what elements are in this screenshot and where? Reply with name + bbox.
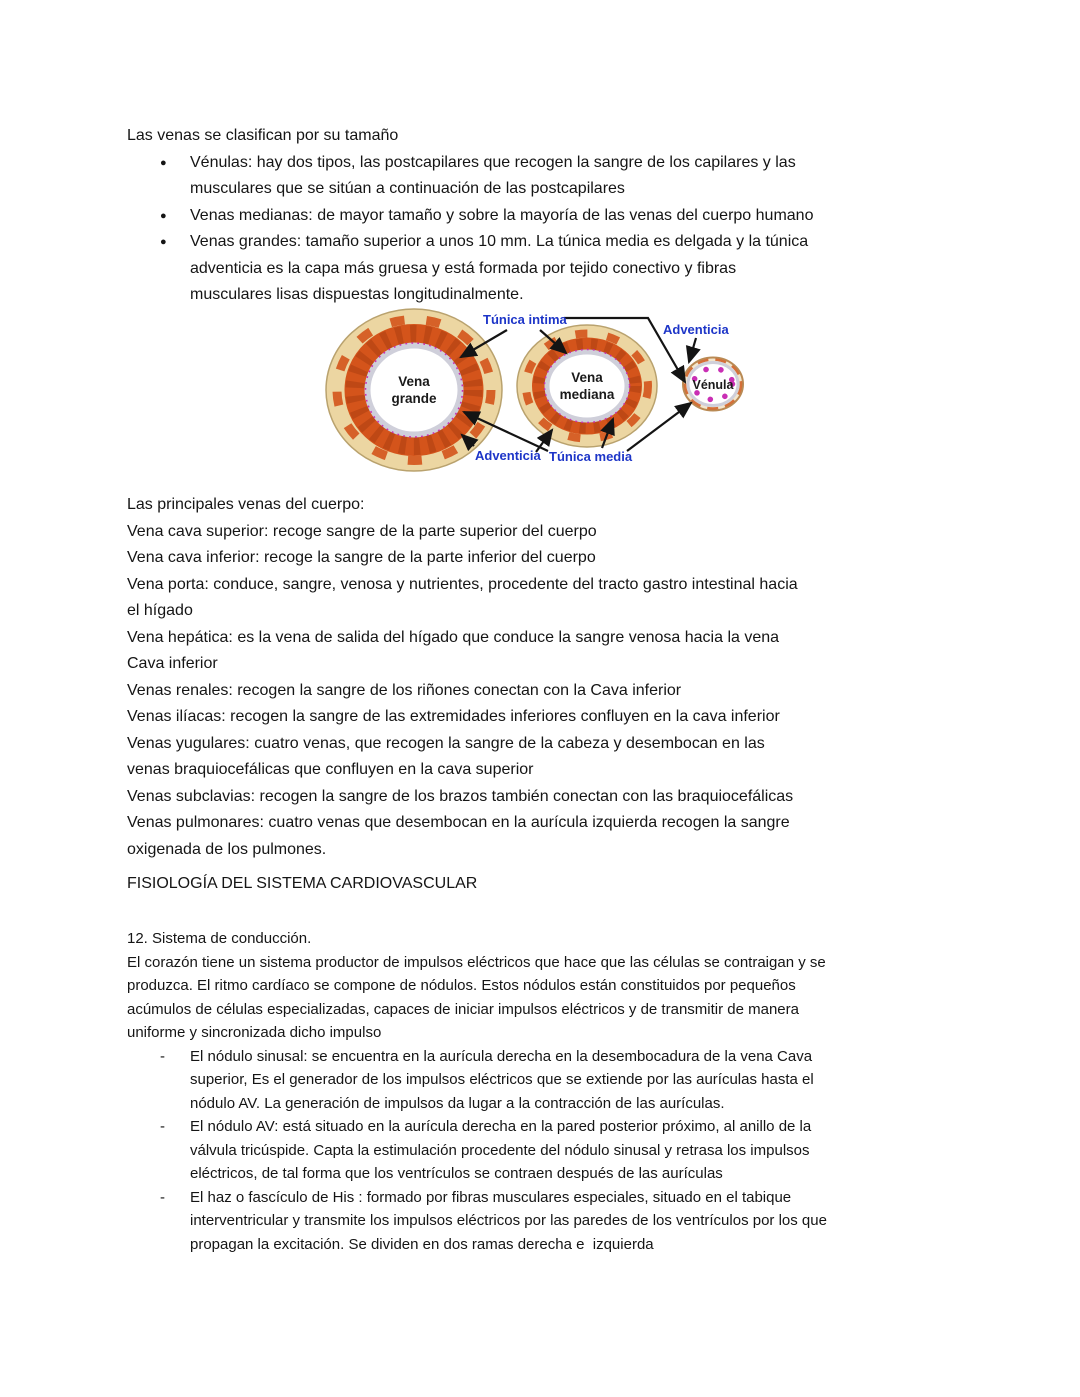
text-line: adventicia es la capa más gruesa y está formada por tejido conectivo y fibras [190, 259, 737, 277]
tunica-intima-label: Túnica intima [483, 312, 567, 327]
physiology-heading: FISIOLOGÍA DEL SISTEMA CARDIOVASCULAR [127, 875, 478, 892]
callout-line-adventicia-venula [689, 338, 696, 362]
dash-text [190, 1115, 827, 1186]
text-line: Cava inferior [127, 655, 218, 672]
text-line: Venas grandes: tamaño superior a unos 10 mm. La túnica media es delgada y la túnica [190, 233, 809, 250]
text-line: propagan la excitación. Se dividen en dos ramas derecha e izquierda [190, 1235, 654, 1253]
dash-item [127, 1186, 827, 1257]
text-line: Vena hepática: es la vena de salida del hígado que conduce la sangre venosa hacia la vena [127, 628, 780, 646]
bullet-item [127, 229, 813, 309]
bullet-icon: ● [160, 236, 167, 248]
text-line: venas braquiocefálicas que confluyen en la cava superior [127, 761, 534, 778]
dash-icon: - [160, 1118, 165, 1135]
dash-icon: - [160, 1047, 165, 1065]
vena-grande-tunica-intima [368, 346, 461, 435]
text-line: musculares lisas dispuestas longitudinalmente. [190, 286, 524, 303]
vena-grande-label: Vena [398, 374, 430, 389]
text-line: Venas renales: recogen la sangre de los riñones conectan con la Cava inferior [127, 681, 682, 699]
text-line: acúmulos de células especializadas, capaces de iniciar impulsos eléctricos y de transmitir de manera [127, 1000, 799, 1018]
text-line: el hígado [127, 602, 193, 619]
tunica-media-label: Túnica media [549, 449, 633, 464]
text-line: produzca. El ritmo cardíaco se compone de nódulos. Estos nódulos están constituidos por pequeños [127, 977, 796, 994]
text-line: Venas pulmonares: cuatro venas que desembocan en la aurícula izquierda recogen la sangre [127, 814, 790, 831]
bullet-icon: ● [160, 209, 167, 222]
text-line: Las principales venas del cuerpo: [127, 496, 365, 513]
text-line: nódulo AV. La generación de impulsos da lugar a la contracción de las aurículas. [190, 1094, 725, 1112]
bullet-item [127, 150, 813, 203]
bullet-text [190, 229, 813, 309]
conduction-title: 12. Sistema de conducción. [127, 930, 312, 947]
text-line: interventricular y transmite los impulsos eléctricos por las paredes de los ventrículos por los que [190, 1212, 827, 1229]
text-line: Vena porta: conduce, sangre, venosa y nutrientes, procedente del tracto gastro intestinal hacia [127, 575, 798, 593]
text-line: El nódulo sinusal: se encuentra en la aurícula derecha en la desembocadura de la vena Cava [190, 1047, 813, 1065]
text-line: El corazón tiene un sistema productor de impulsos eléctricos que hace que las células se contraigan y se [127, 953, 826, 971]
bullet-text [190, 203, 813, 230]
text-line: Vénulas: hay dos tipos, las postcapilares que recogen la sangre de los capilares y las [190, 153, 796, 171]
section-conduction-system [127, 927, 827, 1256]
vena-mediana-cross-section [517, 325, 657, 447]
section-vein-classification [127, 123, 813, 309]
section-title: Las venas se clasifican por su tamaño [127, 127, 399, 144]
text-line: Venas medianas: de mayor tamaño y sobre la mayoría de las venas del cuerpo humano [190, 206, 814, 224]
text-line: Vena cava inferior: recoge la sangre de la parte inferior del cuerpo [127, 549, 596, 566]
text-line: El nódulo AV: está situado en la aurícula derecha en la pared posterior próximo, al anillo de la [190, 1118, 812, 1135]
text-line: Venas ilíacas: recogen la sangre de las extremidades inferiores confluyen en la cava inferior [127, 708, 780, 725]
dash-item [127, 1045, 827, 1116]
text-line: superior, Es el generador de los impulsos eléctricos que se extiende por las aurículas hasta el [190, 1071, 814, 1088]
text-line: musculares que se sitúan a continuación de las postcapilares [190, 180, 625, 197]
vena-mediana-label: Vena [571, 370, 603, 385]
text-line: válvula tricúspide. Capta la estimulación procedente del nódulo sinusal y retrasa los impulsos [190, 1141, 810, 1159]
text-line: El haz o fascículo de His : formado por fibras musculares especiales, situado en el tabique [190, 1188, 792, 1206]
dash-text [190, 1186, 827, 1257]
dash-text [190, 1045, 827, 1116]
venula-cross-section [683, 358, 743, 411]
adventicia-top-label: Adventicia [663, 322, 729, 337]
section-main-veins [127, 492, 798, 863]
vein-cross-section-figure [320, 305, 756, 477]
dash-item [127, 1115, 827, 1186]
bullet-text [190, 150, 813, 203]
text-line: Vena cava superior: recoge sangre de la parte superior del cuerpo [127, 522, 597, 540]
text-line: eléctricos, de tal forma que los ventrículos se contraen después de las aurículas [190, 1165, 723, 1182]
vena-mediana-tunica-intima [547, 352, 627, 420]
dash-icon: - [160, 1188, 165, 1206]
vena-grande-label: grande [391, 391, 437, 406]
text-line: uniforme y sincronizada dicho impulso [127, 1024, 382, 1041]
venula-label: Vénula [692, 378, 734, 392]
vena-mediana-label: mediana [559, 387, 615, 402]
text-line: Venas yugulares: cuatro venas, que recogen la sangre de la cabeza y desembocan en las [127, 734, 765, 752]
conduction-intro [127, 951, 827, 1045]
bullet-icon: ● [160, 156, 167, 169]
adventicia-bottom-label: Adventicia [475, 448, 541, 463]
vena-grande-cross-section [326, 309, 502, 471]
bullet-item [127, 203, 813, 230]
text-line: Venas subclavias: recogen la sangre de los brazos también conectan con las braquiocefálicas [127, 787, 794, 805]
text-line: oxigenada de los pulmones. [127, 840, 327, 858]
